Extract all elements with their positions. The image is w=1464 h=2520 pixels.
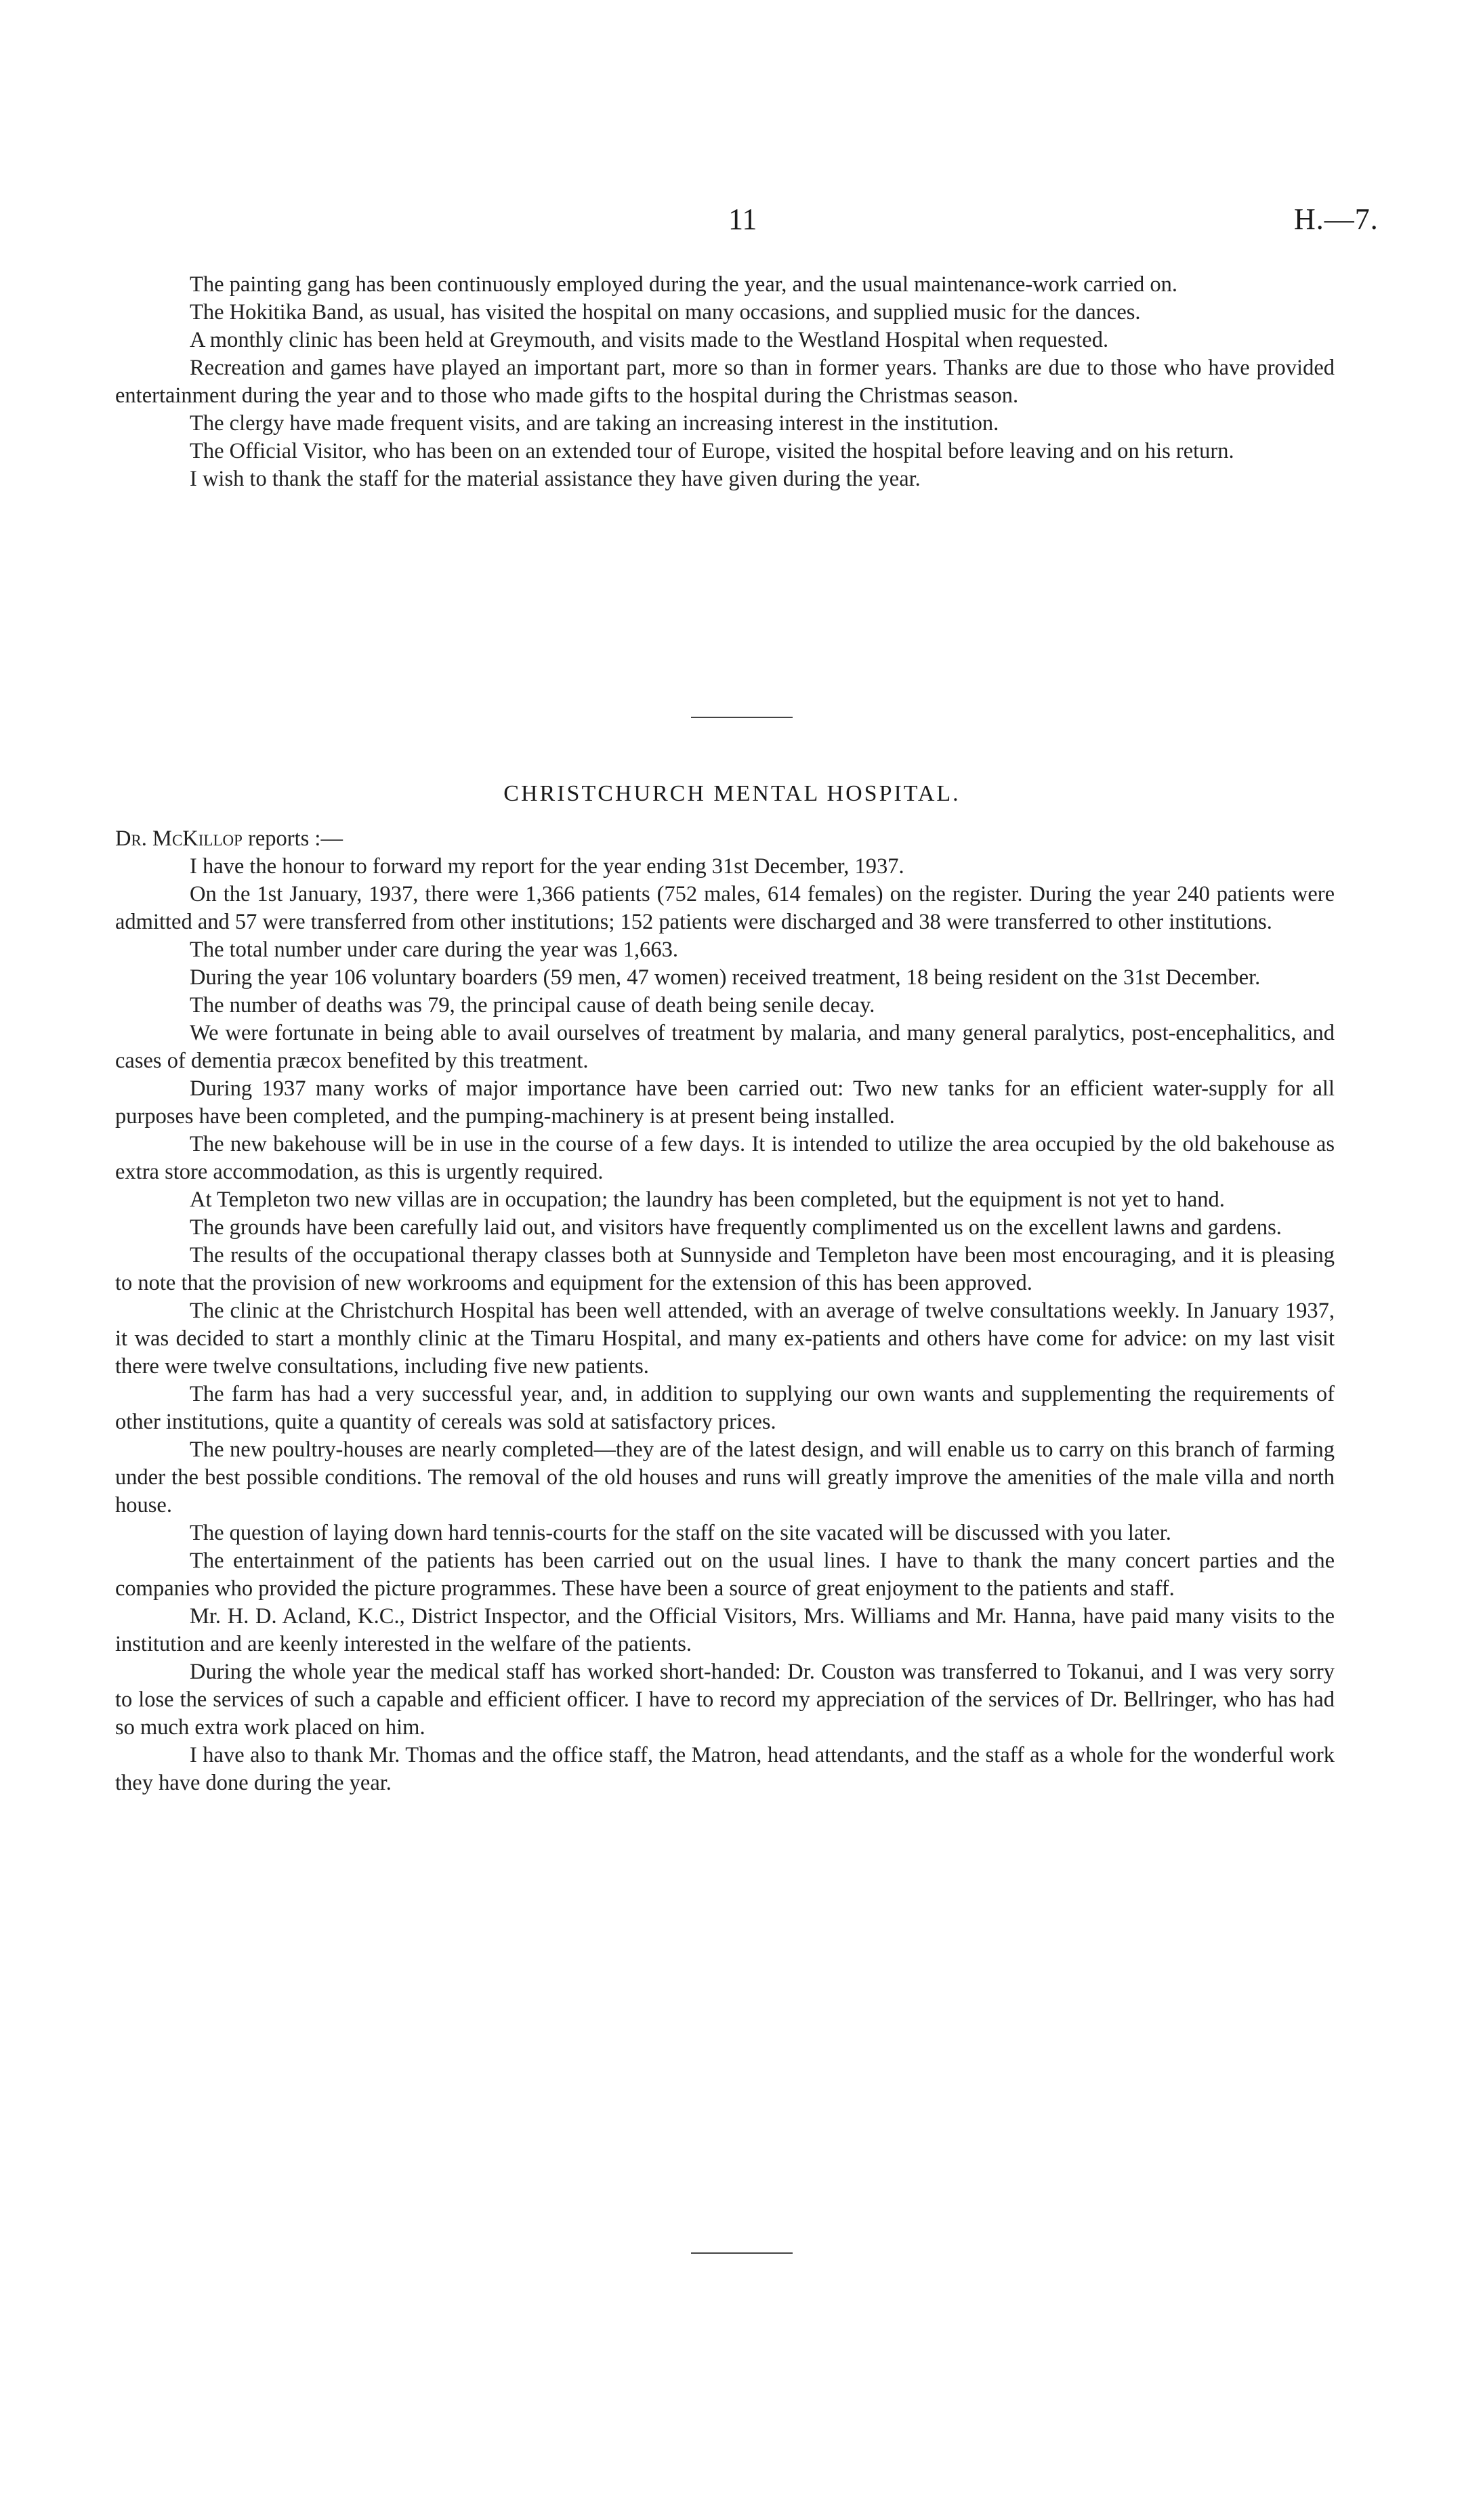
paragraph: During 1937 many works of major importance have been carried out: Two new tanks for an efficient water-supply for all purposes have been completed, and the pumping-machinery is at present being installed. xyxy=(115,1076,1335,1129)
paragraph: The new poultry-houses are nearly completed—they are of the latest design, and will enable us to carry on this branch of farming under the best possible conditions. The removal of the old houses and runs will greatly improve the amenities of the male villa and north house. xyxy=(115,1437,1335,1517)
paragraph: The entertainment of the patients has been carried out on the usual lines. I have to thank the many concert parties and the companies who provided the picture programmes. These have been a source of great enjoyment to the patients and staff. xyxy=(115,1549,1335,1601)
paragraph: Mr. H. D. Acland, K.C., District Inspector, and the Official Visitors, Mrs. Williams and Mr. Hanna, have paid many visits to the institution and are keenly interested in the welfare of the patients. xyxy=(115,1604,1335,1656)
paragraph: The grounds have been carefully laid out, and visitors have frequently complimented us on the excellent lawns and gardens. xyxy=(190,1215,1282,1240)
westland-report-section xyxy=(115,271,1335,493)
paragraph: During the whole year the medical staff has worked short-handed: Dr. Couston was transferred to Tokanui, and I was very sorry to lose the services of such a capable and efficient officer. I have to record my appreciation of the services of Dr. Bellringer, who has had so much extra work placed on him. xyxy=(115,1660,1335,1740)
paragraph: I have also to thank Mr. Thomas and the office staff, the Matron, head attendants, and the staff as a whole for the wonderful work they have done during the year. xyxy=(115,1743,1335,1795)
paragraph: The new bakehouse will be in use in the course of a few days. It is intended to utilize the area occupied by the old bakehouse as extra store accommodation, as this is urgently required. xyxy=(115,1132,1335,1184)
paragraph: The Official Visitor, who has been on an extended tour of Europe, visited the hospital before leaving and on his return. xyxy=(190,439,1234,463)
section-divider xyxy=(691,717,793,718)
paragraph: We were fortunate in being able to avail ourselves of treatment by malaria, and many general paralytics, post-encephalitics, and cases of dementia præcox benefited by this treatment. xyxy=(115,1021,1335,1073)
paragraph: I wish to thank the staff for the material assistance they have given during the year. xyxy=(190,467,921,491)
paragraph: The results of the occupational therapy classes both at Sunnyside and Templeton have been most encouraging, and it is pleasing to note that the provision of new workrooms and equipment for the extension of this has been approved. xyxy=(115,1243,1335,1295)
page-number: 11 xyxy=(728,203,757,236)
paragraph: The clergy have made frequent visits, and are taking an increasing interest in the institution. xyxy=(190,411,999,436)
paragraph: During the year 106 voluntary boarders (59 men, 47 women) received treatment, 18 being resident on the 31st December. xyxy=(190,965,1261,990)
reporter-line xyxy=(115,825,1335,853)
paragraph: A monthly clinic has been held at Greymouth, and visits made to the Westland Hospital when requested. xyxy=(190,328,1109,352)
paragraph: The Hokitika Band, as usual, has visited the hospital on many occasions, and supplied music for the dances. xyxy=(190,300,1141,324)
paragraph: The farm has had a very successful year, and, in addition to supplying our own wants and supplementing the requirements of other institutions, quite a quantity of cereals was sold at satisfactory prices. xyxy=(115,1382,1335,1434)
section-divider xyxy=(691,2252,793,2254)
paragraph: I have the honour to forward my report for the year ending 31st December, 1937. xyxy=(190,854,904,879)
paragraph: Recreation and games have played an important part, more so than in former years. Thanks are due to those who have provided entertainment during the year and to those who made gifts to the hospital during the Christmas season. xyxy=(115,356,1335,408)
paragraph: The total number under care during the year was 1,663. xyxy=(190,938,679,962)
reporter-name: Dr. McKillop xyxy=(115,826,243,851)
series-code: H.—7. xyxy=(1294,203,1379,236)
paragraph: At Templeton two new villas are in occupation; the laundry has been completed, but the equipment is not yet to hand. xyxy=(190,1188,1225,1212)
section-heading: CHRISTCHURCH MENTAL HOSPITAL. xyxy=(503,781,961,806)
reporter-suffix: reports :— xyxy=(242,826,343,851)
christchurch-report-section xyxy=(115,825,1335,1797)
paragraph: The painting gang has been continuously employed during the year, and the usual maintenance-work carried on. xyxy=(190,272,1178,297)
paragraph: The number of deaths was 79, the principal cause of death being senile decay. xyxy=(190,993,875,1017)
paragraph: The question of laying down hard tennis-courts for the staff on the site vacated will be discussed with you later. xyxy=(190,1521,1171,1545)
paragraph: The clinic at the Christchurch Hospital has been well attended, with an average of twelve consultations weekly. In January 1937, it was decided to start a monthly clinic at the Timaru Hospital, and many ex-patients and others have come for advice: on my last visit there were twelve consultations, including five new patients. xyxy=(115,1299,1335,1379)
paragraph: On the 1st January, 1937, there were 1,366 patients (752 males, 614 females) on the register. During the year 240 patients were admitted and 57 were transferred from other institutions; 152 patients were discharged and 38 were transferred to other institutions. xyxy=(115,882,1335,934)
